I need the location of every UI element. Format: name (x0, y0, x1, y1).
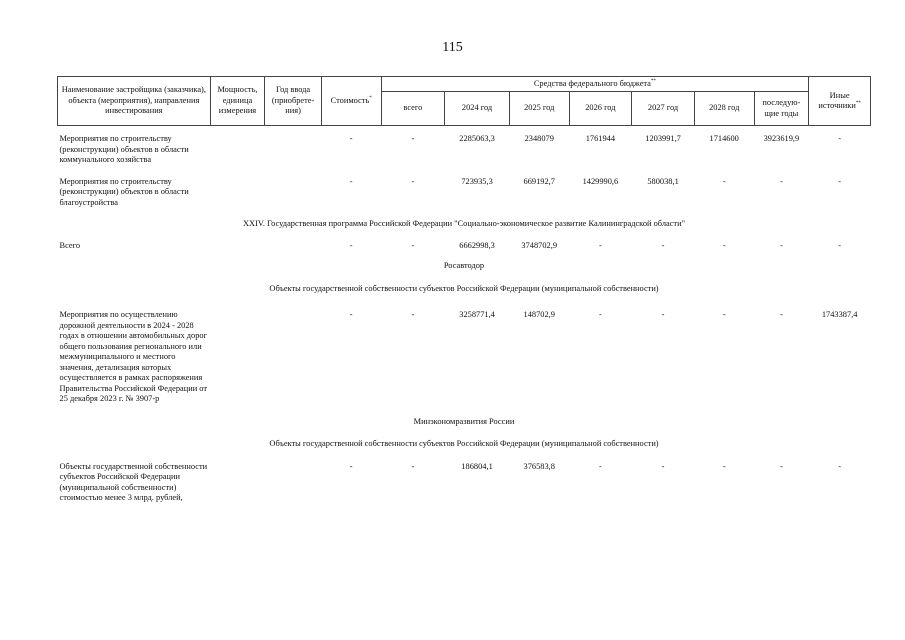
cell-2024: 2285063,3 (459, 134, 495, 143)
table-row (58, 177, 871, 209)
cell-later: - (779, 240, 783, 250)
table-row (58, 310, 871, 405)
table-row (58, 134, 871, 166)
header-later-years: последую-щие годы (754, 92, 809, 126)
header-2025: 2025 год (509, 92, 569, 126)
cell-total: - (411, 240, 415, 250)
cell-later: - (779, 310, 783, 319)
cell-2025: 669192,7 (523, 176, 555, 186)
cell-2027: - (661, 461, 665, 471)
cell-later: 3923619,9 (763, 134, 800, 143)
cell-later: - (779, 176, 783, 186)
cell-2028: - (722, 176, 726, 186)
cell-other: - (838, 461, 841, 471)
cell-2025: 3748702,9 (521, 240, 558, 250)
header-total: всего (381, 92, 445, 126)
cell-2025: 2348079 (524, 134, 554, 143)
cell-2024: 6662998,3 (459, 240, 495, 250)
cell-other: - (838, 176, 841, 186)
cell-2026: 1429990,6 (582, 176, 619, 186)
table-header (58, 77, 871, 126)
cell-cost: - (349, 461, 353, 471)
header-2026: 2026 год (569, 92, 632, 126)
row-name: Мероприятия по строительству (реконструкции) объектов в области коммунального хозяйства (59, 134, 189, 164)
cell-2026: - (598, 240, 602, 250)
investment-table (57, 76, 871, 504)
row-name: Мероприятия по осуществлению дорожной деятельности в 2024 - 2028 годах в отношении автомобильных дорог общего пользования регионального или межмуниципального и местного значения, детализация которых осуществляется в рамках распоряжения Правительства Российской Федерации от 25 декабря 2023 г. № 3907-р (59, 310, 208, 403)
table-row (58, 241, 871, 252)
header-2027: 2027 год (632, 92, 695, 126)
header-federal-budget: Средства федерального бюджета** (381, 77, 809, 92)
section-title-agency: Росавтодор (443, 261, 485, 270)
cell-2028: - (722, 310, 726, 319)
cell-total: - (411, 310, 415, 319)
cell-2027: - (661, 310, 665, 319)
cell-cost: - (349, 240, 353, 250)
table-body (58, 126, 871, 504)
header-cost: Стоимость* (321, 77, 381, 126)
cell-2025: 376583,8 (523, 461, 555, 471)
cell-2027: - (661, 240, 665, 250)
cell-2026: - (598, 461, 602, 471)
cell-2026: 1761944 (585, 134, 616, 143)
cell-2026: - (598, 310, 602, 319)
cell-cost: - (349, 134, 353, 143)
cell-total: - (411, 461, 415, 471)
cell-2024: 186804,1 (461, 461, 493, 471)
cell-other: - (838, 134, 841, 143)
cell-2028: - (722, 240, 726, 250)
cell-2024: 723935,3 (461, 176, 493, 186)
header-year: Год ввода (приобрете-ния) (265, 77, 322, 126)
section-title-objects-2: Объекты государственной собственности субъектов Российской Федерации (муниципальной собственности) (269, 439, 659, 448)
cell-later: - (779, 461, 783, 471)
header-other-sources: Иные источники** (809, 77, 871, 126)
row-name: Всего (59, 240, 81, 250)
header-2028: 2028 год (694, 92, 754, 126)
page-number: 115 (442, 40, 463, 55)
section-title-ministry: Минэкономразвития России (413, 416, 515, 426)
cell-2027: 1203991,7 (645, 134, 681, 143)
cell-2028: - (722, 461, 726, 471)
cell-2028: 1714600 (709, 134, 739, 143)
section-title-program: XXIV. Государственная программа Российской Федерации "Социально-экономическое развитие Калининградской области" (243, 219, 685, 228)
row-name: Объекты государственной собственности субъектов Российской Федерации (муниципальной собственности) стоимостью менее 3 млрд. рублей, (59, 461, 208, 502)
cell-cost: - (349, 176, 353, 186)
row-name: Мероприятия по строительству (реконструкции) объектов в области благоустройства (59, 176, 189, 207)
header-name: Наименование застройщика (заказчика), объекта (мероприятия), направления инвестирования (58, 77, 211, 126)
section-title-objects: Объекты государственной собственности субъектов Российской Федерации (муниципальной собственности) (269, 283, 659, 293)
cell-other: - (838, 240, 841, 250)
cell-2027: 580038,1 (647, 176, 679, 186)
cell-cost: - (349, 310, 353, 319)
cell-total: - (411, 176, 415, 186)
cell-2025: 148702,9 (523, 310, 555, 319)
cell-2024: 3258771,4 (459, 310, 495, 319)
cell-other: 1743387,4 (821, 310, 858, 319)
cell-total: - (411, 134, 415, 143)
header-capacity: Мощность, единица измерения (210, 77, 265, 126)
table-row (58, 462, 871, 504)
header-2024: 2024 год (445, 92, 510, 126)
